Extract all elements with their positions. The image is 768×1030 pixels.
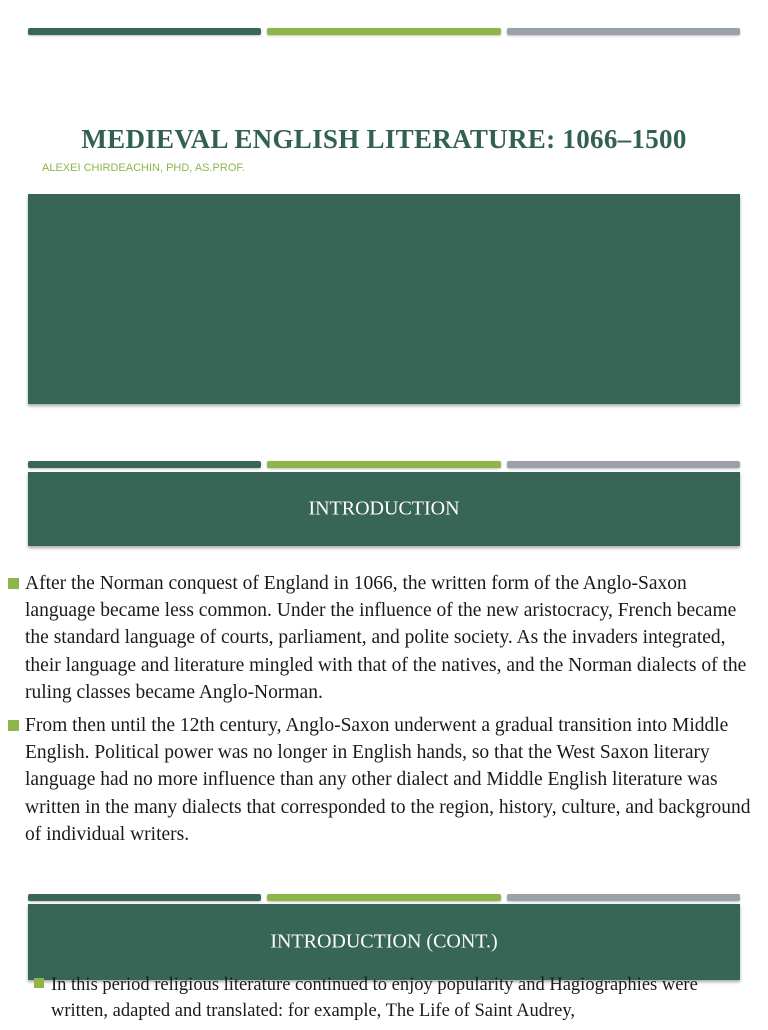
presentation-title: MEDIEVAL ENGLISH LITERATURE: 1066–1500 <box>81 124 687 154</box>
accent-bar-dark <box>28 461 261 468</box>
bullet-text: From then until the 12th century, Anglo-Saxon underwent a gradual transition into Middle English. Political power was no longer in English hands, so that the West Saxon literary language had no more influence than any other dialect and Middle English literature was written in the many dialects that corresponded to the region, history, culture, and background of individual writers. <box>25 715 751 845</box>
list-item <box>34 972 754 1024</box>
slide3-heading-panel <box>28 904 740 980</box>
bullet-text: In this period religious literature continued to enjoy popularity and Hagiographies were written, adapted and translated: for example, The Life of Saint Audrey, <box>51 975 698 1021</box>
accent-bar-gray <box>507 894 740 901</box>
slide3-heading: INTRODUCTION (CONT.) <box>270 930 498 953</box>
square-bullet-icon <box>8 720 19 731</box>
slide2-heading: INTRODUCTION <box>308 497 460 520</box>
list-item <box>8 570 760 706</box>
list-item <box>8 712 760 848</box>
slide3-accent-bars <box>28 894 740 902</box>
slide2-bullet-list <box>8 570 760 854</box>
accent-bar-dark <box>28 28 261 35</box>
square-bullet-icon <box>34 978 44 988</box>
accent-bar-gray <box>507 461 740 468</box>
accent-bar-green <box>267 28 500 35</box>
slide2-heading-panel <box>28 472 740 546</box>
slide1-accent-bars <box>28 28 740 36</box>
accent-bar-green <box>267 894 500 901</box>
accent-bar-green <box>267 461 500 468</box>
accent-bar-dark <box>28 894 261 901</box>
bullet-text: After the Norman conquest of England in 1066, the written form of the Anglo-Saxon language became less common. Under the influence of the new aristocracy, French became the standard language of courts, parliament, and polite society. As the invaders integrated, their language and literature mingled with that of the natives, and the Norman dialects of the ruling classes became Anglo-Norman. <box>25 573 747 703</box>
slide3-bullet-list <box>34 972 754 1030</box>
presentation-author: ALEXEI CHIRDEACHIN, PHD, AS.PROF. <box>42 162 245 174</box>
title-slide-panel <box>28 194 740 404</box>
square-bullet-icon <box>8 578 19 589</box>
accent-bar-gray <box>507 28 740 35</box>
slide2-accent-bars <box>28 461 740 469</box>
